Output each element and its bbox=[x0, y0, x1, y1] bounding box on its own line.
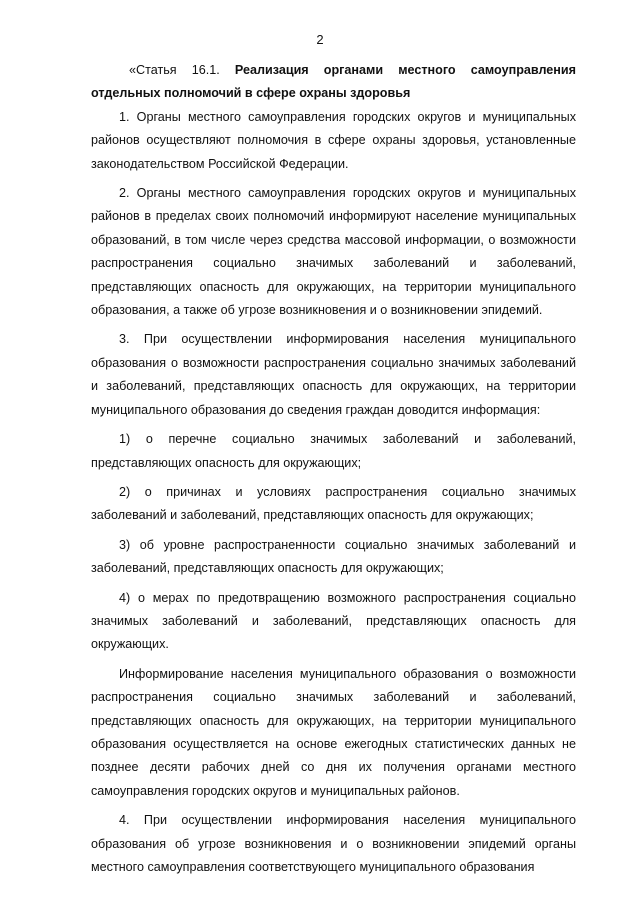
paragraph-1: 1. Органы местного самоуправления городских округов и муниципальных районов осуществляют полномочия в сфере охраны здоровья, установленные законодательством Российской Федерации. bbox=[91, 109, 576, 171]
paragraph-4: 4. При осуществлении информирования населения муниципального образования об угрозе возникновения и о возникновении эпидемий органы местного самоуправления соответствующего муниципального образования bbox=[91, 813, 576, 874]
informing-paragraph: Информирование населения муниципального образования о возможности распространения социально значимых заболеваний и заболеваний, представляющих опасность для окружающих, на территории муниципального образования осуществляется на основе ежегодных статистических данных не позднее десяти рабочих дней со дня их получения органами местного самоуправления городских округов и муниципальных районов. bbox=[91, 666, 576, 798]
article-number: «Статья 16.1. bbox=[129, 63, 220, 77]
article-heading bbox=[91, 59, 576, 106]
document-body bbox=[91, 59, 576, 879]
page-number: 2 bbox=[316, 32, 324, 47]
paragraph-2: 2. Органы местного самоуправления городских округов и муниципальных районов в пределах своих полномочий информируют население муниципальных образований, в том числе через средства массовой информации, о возможности распространения социально значимых заболеваний и заболеваний, представляющих опасность для окружающих, на территории муниципального образования, а также об угрозе возникновения и о возникновении эпидемий. bbox=[91, 186, 576, 318]
article-title: Реализация органами местного самоуправления отдельных полномочий в сфере охраны здоровья bbox=[91, 63, 576, 101]
list-item-3: 3) об уровне распространенности социально значимых заболеваний и заболеваний, представляющих опасность для окружающих; bbox=[91, 537, 576, 576]
paragraph-3: 3. При осуществлении информирования населения муниципального образования о возможности распространения социально значимых заболеваний и заболеваний, представляющих опасность для окружающих, на территории муниципального образования до сведения граждан доводится информация: bbox=[91, 332, 576, 417]
list-item-2: 2) о причинах и условиях распространения социально значимых заболеваний и заболеваний, представляющих опасность для окружающих; bbox=[91, 484, 576, 523]
list-item-4: 4) о мерах по предотвращению возможного распространения социально значимых заболеваний и заболеваний, представляющих опасность для окружающих. bbox=[91, 590, 576, 652]
list-item-1: 1) о перечне социально значимых заболеваний и заболеваний, представляющих опасность для окружающих; bbox=[91, 432, 576, 470]
